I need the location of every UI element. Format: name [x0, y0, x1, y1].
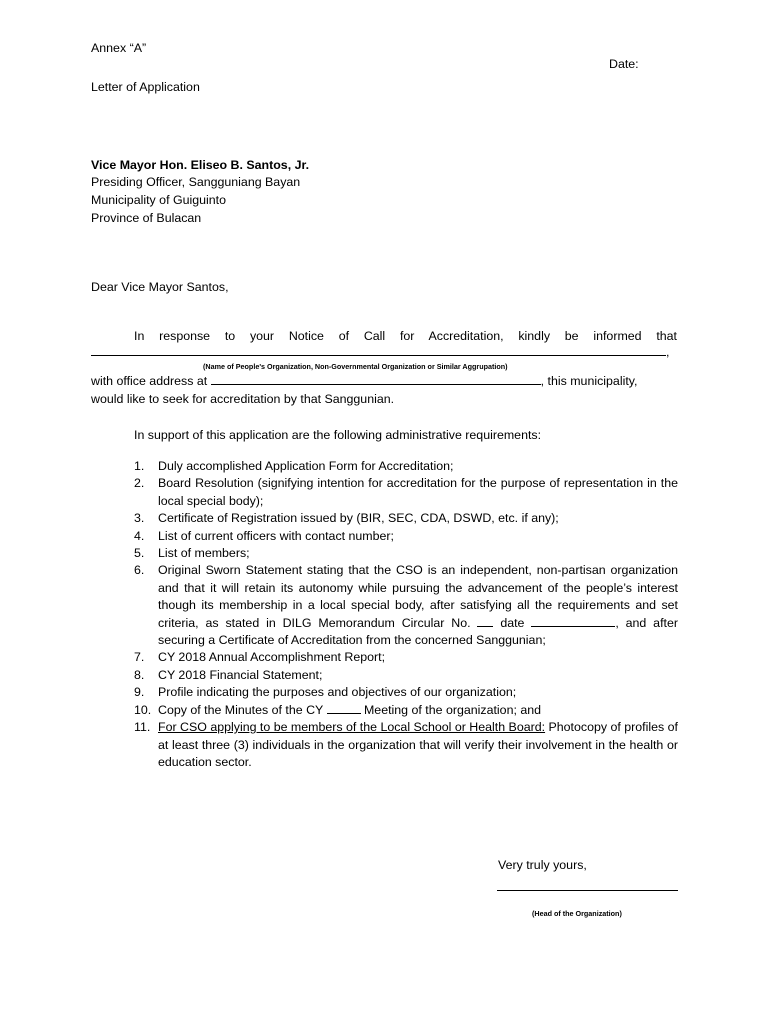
this-municipality-text: , this municipality,	[540, 374, 638, 388]
recipient-municipality: Municipality of Guiguinto	[91, 193, 226, 207]
circular-date-blank	[531, 616, 615, 627]
comma: ,	[666, 345, 670, 359]
list-number: 5.	[134, 546, 145, 561]
list-item	[134, 458, 678, 475]
list-number: 6.	[134, 563, 145, 578]
document-title: Letter of Application	[91, 80, 200, 94]
list-item	[134, 649, 678, 666]
list-item	[134, 475, 678, 510]
date-label: Date:	[609, 57, 639, 71]
signature-line	[497, 890, 678, 891]
list-number: 9.	[134, 685, 145, 700]
sworn-statement-text: Original Sworn Statement stating that the CSO is an independent, non-partisan organization and that it will retain its autonomy while pursuing the advancement of the people’s interest though its membership in a local special body, after satisfying all the requirements and set criteria, as stated in DILG Memorandum Circular No.	[158, 563, 678, 630]
list-item	[134, 719, 678, 771]
paragraph-1-line-3	[91, 374, 638, 388]
signature-caption: (Head of the Organization)	[532, 909, 622, 918]
recipient-name: Vice Mayor Hon. Eliseo B. Santos, Jr.	[91, 158, 310, 172]
recipient-province: Province of Bulacan	[91, 211, 202, 225]
list-number: 10.	[134, 702, 152, 717]
list-item	[134, 545, 678, 562]
paragraph-2: In support of this application are the following administrative requirements:	[134, 428, 542, 442]
list-number: 2.	[134, 476, 145, 491]
list-text: CY 2018 Financial Statement;	[158, 667, 323, 682]
list-number: 7.	[134, 650, 145, 665]
paragraph-1-line-4: would like to seek for accreditation by that Sanggunian.	[91, 392, 395, 406]
list-text: Board Resolution (signifying intention for accreditation for the purpose of representation in the local special body);	[158, 476, 678, 508]
list-item	[134, 510, 678, 527]
minutes-text-end: Meeting of the organization; and	[363, 702, 542, 717]
office-address-blank	[211, 374, 541, 385]
list-text: List of current officers with contact number;	[158, 528, 394, 543]
list-text	[158, 562, 678, 649]
closing: Very truly yours,	[498, 858, 587, 872]
recipient-position: Presiding Officer, Sangguniang Bayan	[91, 175, 301, 189]
office-address-label: with office address at	[91, 374, 208, 388]
board-requirement-text: Photocopy of profiles of at least three (3) individuals in the organization that will verify their involvement in the health or education sector.	[158, 720, 678, 769]
list-item	[134, 684, 678, 701]
list-number: 8.	[134, 667, 145, 682]
list-item	[134, 702, 678, 719]
list-number: 1.	[134, 459, 145, 473]
list-text	[158, 702, 678, 719]
organization-name-blank	[91, 345, 669, 359]
list-item	[134, 562, 678, 649]
requirements-list	[134, 458, 678, 771]
salutation: Dear Vice Mayor Santos,	[91, 280, 229, 294]
list-number: 3.	[134, 511, 145, 526]
paragraph-1-line-1: In response to your Notice of Call for Accreditation, kindly be informed that	[134, 329, 677, 343]
list-text: Duly accomplished Application Form for Accreditation;	[158, 459, 454, 473]
board-condition-text: For CSO applying to be members of the Local School or Health Board:	[158, 720, 546, 735]
sworn-statement-end: , and after securing a Certificate of Accreditation from the concerned Sanggunian;	[158, 615, 678, 648]
organization-caption: (Name of People's Organization, Non-Governmental Organization or Similar Aggrupation)	[203, 362, 508, 371]
date-label-inline: date	[500, 615, 525, 630]
list-item	[134, 528, 678, 545]
list-text: Certificate of Registration issued by (BIR, SEC, CDA, DSWD, etc. if any);	[158, 511, 559, 526]
list-text: CY 2018 Annual Accomplishment Report;	[158, 650, 386, 665]
list-text: List of members;	[158, 546, 250, 561]
circular-number-blank	[477, 616, 493, 627]
list-item	[134, 667, 678, 684]
list-number: 4.	[134, 528, 145, 543]
cy-blank	[327, 703, 361, 714]
list-text: Profile indicating the purposes and objectives of our organization;	[158, 685, 517, 700]
list-number: 11.	[134, 720, 151, 735]
minutes-text: Copy of the Minutes of the CY	[158, 702, 324, 717]
annex-label: Annex “A”	[91, 41, 147, 55]
list-text	[158, 719, 678, 771]
